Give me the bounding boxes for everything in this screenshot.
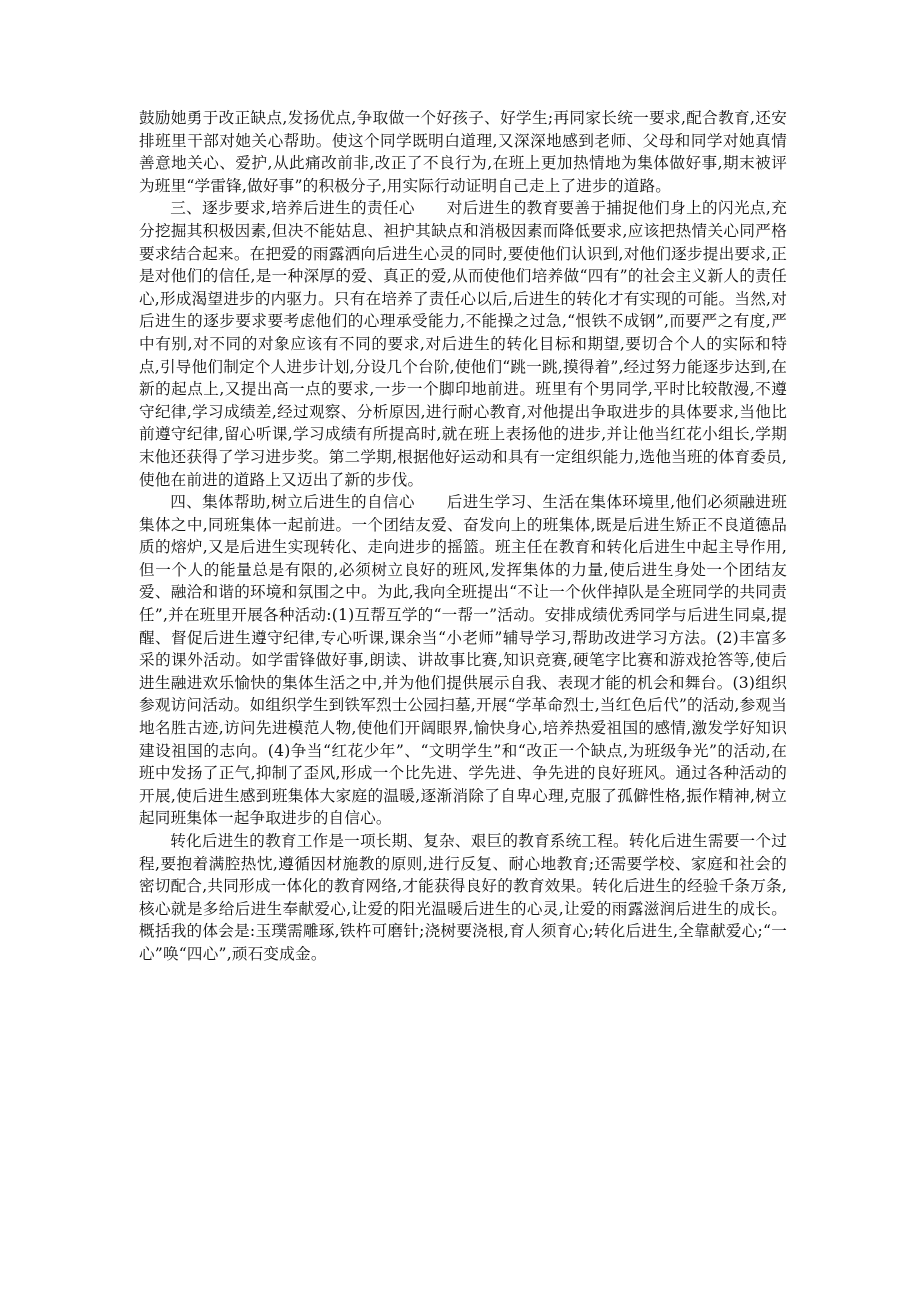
paragraph-4: 转化后进生的教育工作是一项长期、复杂、艰巨的教育系统工程。转化后进生需要一个过程,要抱着满腔热忱,遵循因材施教的原则,进行反复、耐心地教育;还需要学校、家庭和社会的密切配合,共同形成一体化的教育网络,才能获得良好的教育效果。转化后进生的经验千条万条,核心就是多给后进生奉献爱心,让爱的阳光温暖后进生的心灵,让爱的雨露滋润后进生的成长。概括我的体会是:玉璞需雕琢,铁杵可磨针;浇树要浇根,育人须育心;转化后进生,全靠献爱心;“一心”唤“四心”,顽石变成金。 [139,832,787,963]
paragraph-3: 四、集体帮助,树立后进生的自信心 后进生学习、生活在集体环境里,他们必须融进班集体之中,同班集体一起前进。一个团结友爱、奋发向上的班集体,既是后进生矫正不良道德品质的熔炉,又是后进生实现转化、走向进步的摇篮。班主任在教育和转化后进生中起主导作用,但一个人的能量总是有限的,必须树立良好的班风,发挥集体的力量,使后进生身处一个团结友爱、融洽和谐的环境和氛围之中。为此,我向全班提出“不让一个伙伴掉队是全班同学的共同责任”,并在班里开展各种活动:(1)互帮互学的“一帮一”活动。安排成绩优秀同学与后进生同桌,提醒、督促后进生遵守纪律,专心听课,课余当“小老师”辅导学习,帮助改进学习方法。(2)丰富多采的课外活动。如学雷锋做好事,朗读、讲故事比赛,知识竞赛,硬笔字比赛和游戏抢答等,使后进生融进欢乐愉快的集体生活之中,并为他们提供展示自我、表现才能的机会和舞台。(3)组织参观访问活动。如组织学生到铁军烈士公园扫墓,开展“学革命烈士,当红色后代”的活动,参观当地名胜古迹,访问先进模范人物,使他们开阔眼界,愉快身心,培养热爱祖国的感情,激发学好知识建设祖国的志向。(4)争当“红花少年”、“文明学生”和“改正一个缺点,为班级争光”的活动,在班中发扬了正气,抑制了歪风,形成一个比先进、学先进、争先进的良好班风。通过各种活动的开展,使后进生感到班集体大家庭的温暖,逐渐消除了自卑心理,克服了孤僻性格,振作精神,树立起同班集体一起争取进步的自信心。 [139,493,787,828]
paragraph-1: 鼓励她勇于改正缺点,发扬优点,争取做一个好孩子、好学生;再同家长统一要求,配合教育,还安排班里干部对她关心帮助。使这个同学既明白道理,又深深地感到老师、父母和同学对她真情善意地关心、爱护,从此痛改前非,改正了不良行为,在班上更加热情地为集体做好事,期末被评为班里“学雷锋,做好事”的积极分子,用实际行动证明自己走上了进步的道路。 [139,109,787,195]
paragraph-2: 三、逐步要求,培养后进生的责任心 对后进生的教育要善于捕捉他们身上的闪光点,充分挖掘其积极因素,但决不能姑息、袒护其缺点和消极因素而降低要求,应该把热情关心同严格要求结合起来。在把爱的雨露洒向后进生心灵的同时,要使他们认识到,对他们逐步提出要求,正是对他们的信任,是一种深厚的爱、真正的爱,从而使他们培养做“四有”的社会主义新人的责任心,形成渴望进步的内驱力。只有在培养了责任心以后,后进生的转化才有实现的可能。当然,对后进生的逐步要求要考虑他们的心理承受能力,不能操之过急,“恨铁不成钢”,而要严之有度,严中有别,对不同的对象应该有不同的要求,对后进生的转化目标和期望,要切合个人的实际和特点,引导他们制定个人进步计划,分设几个台阶,使他们“跳一跳,摸得着”,经过努力能逐步达到,在新的起点上,又提出高一点的要求,一步一个脚印地前进。班里有个男同学,平时比较散漫,不遵守纪律,学习成绩差,经过观察、分析原因,进行耐心教育,对他提出争取进步的具体要求,当他比前遵守纪律,留心听课,学习成绩有所提高时,就在班上表扬他的进步,并让他当红花小组长,学期末他还获得了学习进步奖。第二学期,根据他好运动和具有一定组织能力,选他当班的体育委员,使他在前进的道路上又迈出了新的步伐。 [139,199,787,489]
document-body [139,107,787,966]
